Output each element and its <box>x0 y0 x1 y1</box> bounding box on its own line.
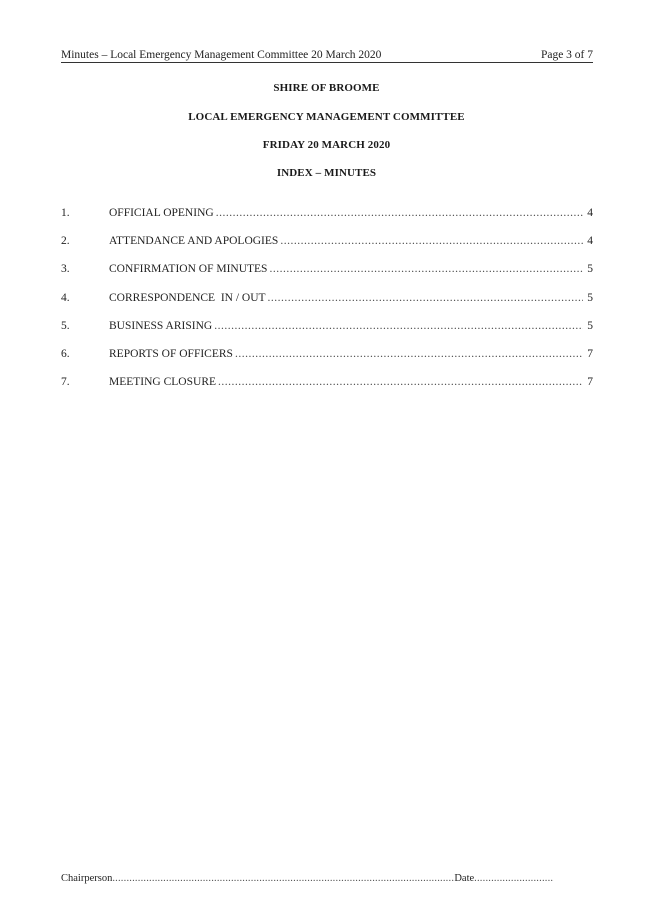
toc-title: CORRESPONDENCE IN / OUT <box>109 291 266 304</box>
toc-number: 5. <box>61 319 70 332</box>
toc-leader-dots <box>235 348 583 360</box>
meeting-date-title: FRIDAY 20 MARCH 2020 <box>262 139 391 151</box>
chairperson-signature-line <box>112 873 454 884</box>
toc-leader-dots <box>268 292 583 304</box>
toc-entry <box>109 376 593 388</box>
header-rule <box>61 62 593 63</box>
toc-leader-dots <box>216 207 583 219</box>
header-document-title: Minutes – Local Emergency Management Committee 20 March 2020 <box>61 49 382 61</box>
toc-leader-dots <box>280 235 583 247</box>
toc-entry <box>109 207 593 219</box>
toc-page-number: 7 <box>587 376 593 389</box>
toc-page-number: 5 <box>587 319 593 332</box>
toc-row <box>61 207 593 235</box>
signature-footer <box>61 873 581 887</box>
toc-entry <box>109 320 593 332</box>
header-page-number: Page 3 of 7 <box>540 49 593 61</box>
toc-page-number: 5 <box>587 263 593 276</box>
toc-row <box>61 320 593 348</box>
table-of-contents <box>61 207 593 404</box>
toc-title: ATTENDANCE AND APOLOGIES <box>109 235 279 248</box>
toc-title: CONFIRMATION OF MINUTES <box>109 263 268 276</box>
page-header <box>61 45 593 61</box>
toc-row <box>61 376 593 404</box>
toc-title: REPORTS OF OFFICERS <box>109 347 233 360</box>
toc-entry <box>109 235 593 247</box>
date-label: Date <box>454 873 475 884</box>
toc-number: 7. <box>61 376 70 389</box>
index-title: INDEX – MINUTES <box>276 167 377 179</box>
toc-entry <box>109 348 593 360</box>
toc-number: 3. <box>61 263 70 276</box>
toc-page-number: 7 <box>587 347 593 360</box>
toc-leader-dots <box>269 263 583 275</box>
toc-row <box>61 235 593 263</box>
toc-page-number: 5 <box>587 291 593 304</box>
toc-number: 6. <box>61 347 70 360</box>
toc-row <box>61 292 593 320</box>
toc-title: OFFICIAL OPENING <box>109 207 214 219</box>
toc-leader-dots <box>218 376 583 388</box>
toc-number: 2. <box>61 235 70 248</box>
toc-number: 1. <box>61 207 70 219</box>
chairperson-label: Chairperson <box>61 873 113 884</box>
date-signature-line <box>474 873 554 884</box>
toc-entry <box>109 263 593 275</box>
toc-row <box>61 348 593 376</box>
toc-title: MEETING CLOSURE <box>109 376 217 389</box>
toc-leader-dots <box>214 320 583 332</box>
toc-page-number: 4 <box>587 235 593 248</box>
committee-title: LOCAL EMERGENCY MANAGEMENT COMMITTEE <box>188 111 465 123</box>
toc-page-number: 4 <box>587 207 593 219</box>
toc-entry <box>109 292 593 304</box>
toc-row <box>61 263 593 291</box>
organisation-title: SHIRE OF BROOME <box>273 82 380 94</box>
toc-title: BUSINESS ARISING <box>109 319 213 332</box>
toc-number: 4. <box>61 291 70 304</box>
